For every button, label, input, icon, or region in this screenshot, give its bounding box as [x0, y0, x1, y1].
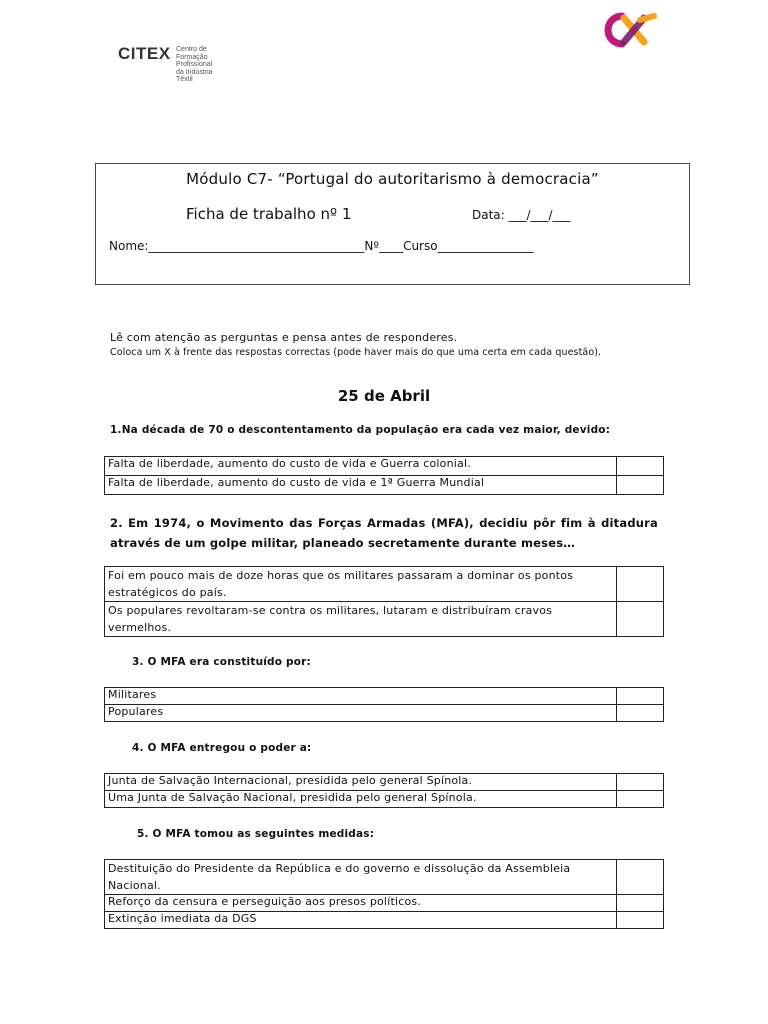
answer-table-1 — [104, 456, 664, 495]
instruction-line-2: Coloca um X à frente das respostas correctas (pode haver mais do que uma certa em cada questão). — [110, 347, 602, 358]
question-2: 2. Em 1974, o Movimento das Forças Armadas (MFA), decidiu pôr fim à ditadura através de um golpe militar, planeado secretamente durante meses… — [110, 516, 658, 550]
answer-text: Destituição do Presidente da República e do governo e dissolução da Assembleia Nacional. — [105, 860, 617, 895]
answer-checkbox[interactable] — [617, 476, 664, 495]
answer-text: Reforço da censura e perseguição aos presos políticos. — [105, 895, 617, 912]
answer-row — [105, 791, 664, 808]
answer-checkbox[interactable] — [617, 705, 664, 722]
answer-checkbox[interactable] — [617, 688, 664, 705]
citex-logo — [118, 40, 258, 90]
answer-text: Falta de liberdade, aumento do custo de vida e Guerra colonial. — [105, 457, 617, 476]
answer-checkbox[interactable] — [617, 895, 664, 912]
citex-logo-subtitle: Centro de Formação Profissional da Indústria Têxtil — [176, 46, 213, 83]
answer-checkbox[interactable] — [617, 860, 664, 895]
worksheet-title: Ficha de trabalho nº 1 — [186, 205, 352, 223]
date-field[interactable]: Data: ___/___/___ — [472, 208, 571, 222]
answer-row — [105, 860, 664, 895]
answer-text: Militares — [105, 688, 617, 705]
section-title: 25 de Abril — [337, 387, 431, 405]
answer-text: Junta de Salvação Internacional, presidida pelo general Spínola. — [105, 774, 617, 791]
answer-row — [105, 912, 664, 929]
answer-text: Uma Junta de Salvação Nacional, presidida pelo general Spínola. — [105, 791, 617, 808]
citex-logo-name: CITEX — [118, 44, 171, 63]
answer-row — [105, 895, 664, 912]
name-number-course-field[interactable]: Nome:____________________________________Nº____Curso________________ — [109, 239, 534, 253]
module-title: Módulo C7- “Portugal do autoritarismo à democracia” — [186, 170, 599, 188]
answer-text: Populares — [105, 705, 617, 722]
question-3: 3. O MFA era constituído por: — [132, 656, 311, 668]
answer-row — [105, 457, 664, 476]
header-box — [95, 163, 690, 285]
answer-checkbox[interactable] — [617, 912, 664, 929]
answer-text: Extinção imediata da DGS — [105, 912, 617, 929]
answer-checkbox[interactable] — [617, 457, 664, 476]
cx-logo-icon — [600, 10, 662, 50]
answer-table-5 — [104, 859, 664, 929]
answer-row — [105, 602, 664, 637]
answer-row — [105, 476, 664, 495]
answer-checkbox[interactable] — [617, 567, 664, 602]
answer-table-2 — [104, 566, 664, 637]
answer-text: Falta de liberdade, aumento do custo de vida e 1ª Guerra Mundial — [105, 476, 617, 495]
answer-table-3 — [104, 687, 664, 722]
question-5: 5. O MFA tomou as seguintes medidas: — [137, 828, 375, 840]
answer-row — [105, 567, 664, 602]
question-1: 1.Na década de 70 o descontentamento da população era cada vez maior, devido: — [110, 424, 611, 436]
answer-text: Foi em pouco mais de doze horas que os militares passaram a dominar os pontos estratégicos do país. — [105, 567, 617, 602]
instruction-line-1: Lê com atenção as perguntas e pensa antes de responderes. — [110, 331, 458, 344]
answer-table-4 — [104, 773, 664, 808]
answer-row — [105, 705, 664, 722]
answer-row — [105, 688, 664, 705]
answer-checkbox[interactable] — [617, 774, 664, 791]
answer-row — [105, 774, 664, 791]
answer-checkbox[interactable] — [617, 791, 664, 808]
question-4: 4. O MFA entregou o poder a: — [132, 742, 312, 754]
answer-checkbox[interactable] — [617, 602, 664, 637]
answer-text: Os populares revoltaram-se contra os militares, lutaram e distribuíram cravos vermelhos. — [105, 602, 617, 637]
